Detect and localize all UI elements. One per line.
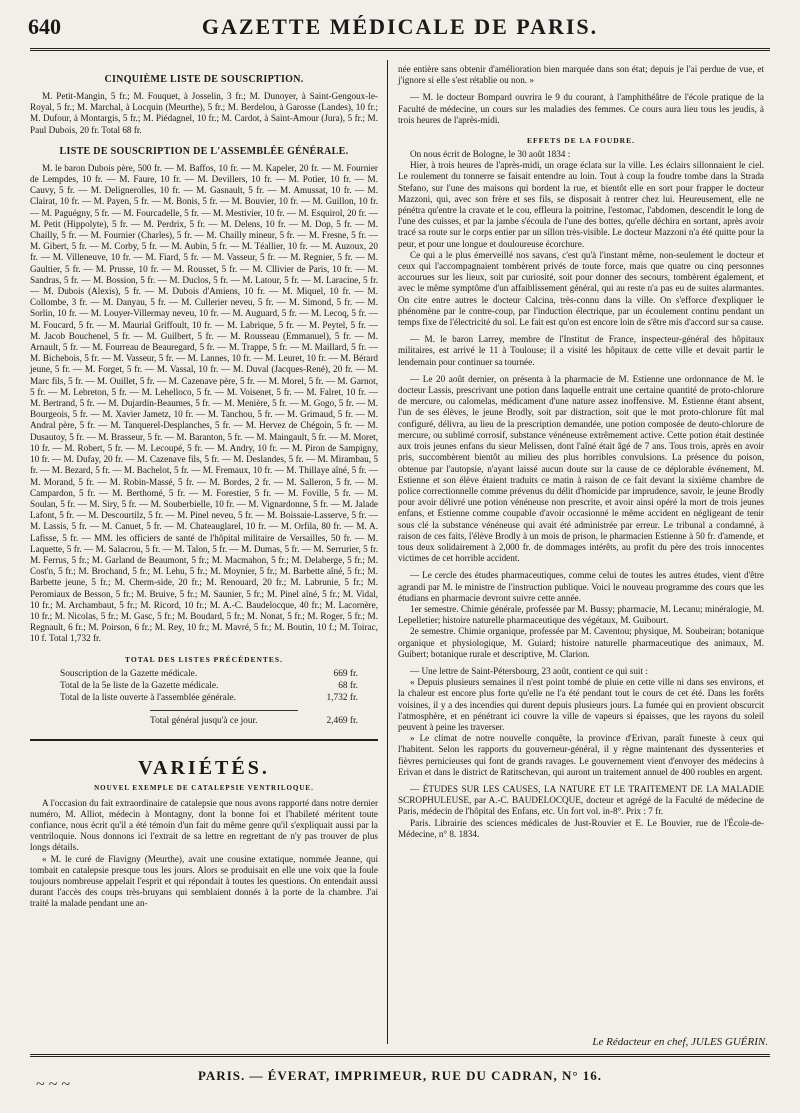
foudre-text-2: Ce qui a le plus émerveillé nos savans, c'est qu'à l'instant même, non-seulement le docteur et ceux qui l'accompagnaient tombèrent privés de toute force, mais que quatre ou cinq personnes accourues sur les lieux, soit par curiosité, soit pour donner des secours, tombèrent également, et avec le même symptôme d'un affaiblissement général, qui au reste n'a pas eu de suites alarmantes. On cite entre autres le docteur Calcina, très-connu dans la ville. On s'efforce d'expliquer le phénomène par le contre-coup, par l'induction électrique, par un écoulement continu pendant un temps fixe de l'électricité du sol. Le fait est qu'on est encore loin de s'être mis d'accord sur sa cause. (398, 249, 764, 328)
publisher-notice: Paris. Librairie des sciences médicales de Just-Rouvier et E. Le Bouvier, rue de l'École-de-Médecine, n° 8. 1834. (398, 817, 764, 839)
printer-imprint: PARIS. — ÉVERAT, IMPRIMEUR, RUE DU CADRAN, N° 16. (197, 1068, 603, 1083)
ink-scribble-mark: ~ ~ ~ (36, 1076, 70, 1093)
petersburg-intro: — Une lettre de Saint-Pétersbourg, 23 août, contient ce qui suit : (410, 665, 648, 676)
book-notice: — ÉTUDES SUR LES CAUSES, LA NATURE ET LE TRAITEMENT DE LA MALADIE SCROPHULEUSE, par A.-C. BAUDELOCQUE, docteur et agrégé de la Faculté de médecine de Paris, médecin de l'hôpital des Enfans, etc. Un fort vol. in-8°. Prix : 7 fr. (398, 783, 764, 817)
heading-assembly-list: LISTE DE SOUSCRIPTION DE L'ASSEMBLÉE GÉNÉRALE. (59, 145, 349, 157)
editor-signature: Le Rédacteur en chef, JULES GUÉRIN. (592, 1036, 768, 1048)
catalepsy-letter: « M. le curé de Flavigny (Meurthe), avait une cousine extatique, nommée Jeanne, qui tombait en catalepsie presque tous les jours. Alors se produisait en elle une voix que la foule toujours nombreuse appelait l'esprit et qui répondait à toutes les questions. On entendait aussi durant l'accès des coups très-bruyans qui semblaient donnés à la porte de la chambre. J'ai traité la malade pendant une an- (30, 853, 378, 909)
subheading-catalepsy: NOUVEL EXEMPLE DE CATALEPSIE VENTRILOQUE. (94, 783, 314, 792)
catalepsy-intro: A l'occasion du fait extraordinaire de catalepsie que nous avons rapporté dans notre dernier numéro, M. Alliot, médecin à Montagny, dont la bonne foi et l'habileté méritent toute confiance, nous écrit qu'il a été témoin d'un fait du même genre qu'il s'expliquait aussi par la ventriloquie. Nous donnons ici l'extrait de sa lettre en regrettant de n'y pas trouver de plus longs détails. (30, 797, 378, 853)
section-rule (30, 739, 378, 741)
heading-foudre: EFFETS DE LA FOUDRE. (527, 136, 635, 146)
heading-varietes: VARIÉTÉS. (138, 756, 270, 779)
total-rule (150, 710, 298, 711)
foudre-dateline: On nous écrit de Bologne, le 30 août 1834 : (410, 149, 571, 160)
foudre-text-1: Hier, à trois heures de l'après-midi, un orage éclata sur la ville. Les éclairs sillonnaient le ciel. Le roulement du tonnerre se faisait entendre au loin. Tout à coup la foudre tombe dans la Strada Stefano, sur l'une des maisons qui bordent la rue, et bientôt elle en sort pour frapper le docteur Mazzoni, qui, avec son frère et ses fils, se disposait à rentrer chez lui. Heureusement, elle ne pénétra qu'entre la cravate et le cou, effleura la poitrine, l'estomac, l'abdomen, descendit le long de l'une des cuisses, et par la jambe s'écoula de l'une des bottes, qu'elle déchira en sortant, après avoir tracé sa route sur le corps entier par un sillon très-visible. Le docteur Mazzoni n'a été quitte pour la peur, et pour une longue et douloureuse écorchure. (398, 160, 764, 249)
journal-title: GAZETTE MÉDICALE DE PARIS. (201, 14, 599, 39)
letter-continuation: née entière sans obtenir d'amélioration bien marquée dans son état; depuis je l'ai perdue de vue, et j'ignore si elle s'est rétablie ou non. » (398, 64, 764, 86)
fifth-list-text: M. Petit-Mangin, 5 fr.; M. Fouquet, à Josselin, 3 fr.; M. Dunoyer, à Saint-Gengoux-le-Royal, 5 fr.; M. Marchal, à Locquin (Meurthe), 5 fr.; M. Berdelou, à Garosse (Landes), 10 fr.; M. Dufour, à Montargis, 5 fr.; M. Piédagnel, 10 fr.; M. Cardot, à Saint-Amour (Jura), 5 fr.; M. Paul Dubois, 20 fr. Total 68 fr. (30, 91, 378, 135)
larrey-notice: — M. le baron Larrey, membre de l'Institut de France, inspecteur-général des hôpitaux militaires, est arrivé le 11 à Toulouse; il a visité les hôpitaux de cette ville et devait partir le lendemain pour continuer sa tournée. (398, 334, 764, 367)
total-row: Total de la liste ouverte à l'assemblée générale. 1,732 fr. (60, 692, 358, 703)
total-row: Souscription de la Gazette médicale. 669 fr. (60, 668, 358, 679)
grand-total-row: Total général jusqu'à ce jour. 2,469 fr. (150, 715, 358, 726)
footer-rule (30, 1054, 770, 1061)
semester-1: 1er semestre. Chimie générale, professée par M. Bussy; pharmacie, M. Lecanu; minéralogie, M. Lepelletier; histoire naturelle pharmaceutique des végétaux, M. Guibourt. (398, 603, 764, 626)
total-row: Total de la 5e liste de la Gazette médicale. 68 fr. (60, 680, 358, 691)
semester-2: 2e semestre. Chimie organique, professée par M. Caventou; physique, M. Soubeiran; botanique organique et physiologique, M. Guiard; histoire naturelle pharmaceutique des animaux, M. Guibert; botanique rurale et descriptive, M. Clarion. (398, 626, 764, 659)
page-number: 640 (28, 14, 61, 39)
bompard-notice: — M. le docteur Bompard ouvrira le 9 du courant, à l'amphithéâtre de l'école pratique de la Faculté de médecine, un cours sur les maladies des femmes. Ce cours aura lieu tous les jeudis, à trois heures de l'après-midi. (398, 92, 764, 125)
petersburg-letter-1: « Depuis plusieurs semaines il n'est point tombé de pluie en cette ville ni dans ses environs, et la chaleur est encore plus forte qu'elle ne l'a été pendant tout le cours de cet été. Dans les forêts voisines, il y a des incendies qui durent depuis plusieurs jours. La fumée qui en provient obscurcit l'atmosphère, et en pénétrant ici couvre la ville de vapeurs si épaisses, que les rayons du soleil peuvent à peine les traverser. (398, 677, 764, 732)
right-column (398, 64, 764, 840)
heading-totals: TOTAL DES LISTES PRÉCÉDENTES. (125, 654, 283, 664)
petersburg-letter-2: » Le climat de notre nouvelle conquête, la province d'Erivan, paraît funeste à ceux qui l'habitent. Selon les rapports du gouverneur-général, il y règne maintenant des dyssenteries et fièvres pernicieuses qui font de grands ravages. Le gouvernement vient d'envoyer des médecins à Erivan et dans le district de Ratitschevan, qui auront un traitement annuel de 400 roubles en argent. (398, 733, 764, 777)
assembly-list-text: M. le baron Dubois père, 500 fr. — M. Baffos, 10 fr. — M. Kapeler, 20 fr. — M. Fournier de Lempdes, 10 fr. — M. Faure, 10 fr. — M. Devillers, 10 fr. — M. Potier, 10 fr. — M. Cauvy, 5 fr. — M. Delignerolles, 10 fr. — M. Gasnault, 5 fr. — M. Amussat, 10 fr. — M. Clairat, 10 fr. — M. Payen, 5 fr. — M. Bonis, 5 fr. — M. Bouvier, 10 fr. — M. Guillon, 10 fr. — M. Paguégny, 5 fr. — M. Fourcadelle, 5 fr. — M. Mestivier, 10 fr. — M. Esquirol, 20 fr. — M. Petit (Hippolyte), 5 fr. — M. Perdrix, 5 fr. — M. Delens, 10 fr. — M. Dop, 5 fr. — M. Chailly, 5 fr. — M. Fournier (Charles), 5 fr. — M. Chailly mineur, 5 fr. — M. Fresne, 5 fr. — M. Gibert, 5 fr. — M. Corby, 5 fr. — M. Aubin, 5 fr. — M. Téallier, 10 fr. — M. Auzoux, 20 fr. — M. Villeneuve, 10 fr. — M. Fiard, 5 fr. — M. Vasseur, 5 fr. — M. Regnier, 5 fr. — M. Gaultier, 5 fr. — M. Prusse, 10 fr. — M. Rousset, 5 fr. — M. Cllivier de Paris, 10 fr. — M. Sandras, 5 fr. — M. Bossion, 5 fr. — M. Duclos, 5 fr. — M. Latour, 5 fr. — M. Laracine, 5 fr. — M. Dubois (Alexis), 5 fr. — M. Dubois d'Amiens, 10 fr. — M. Miquel, 10 fr. — M. Collombe, 3 fr. — M. Danyau, 5 fr. — M. Cullerier neveu, 5 fr. — M. Simond, 5 fr. — M. Sorlin, 10 fr. — M. Louyer-Villermay neveu, 10 fr. — M. Auguard, 5 fr. — M. Lecoq, 5 fr. — M. Foucard, 5 fr. — M. Maurial Griffoult, 10 fr. — M. Labrique, 5 fr. — M. Peytel, 5 fr. — M. Jacob Bouchenel, 5 fr. — M. Guilbert, 5 fr. — M. Rousseau (Emmanuel), 5 fr. — M. Arnault, 5 fr. — M. Fourreau de Beauregard, 5 fr. — M. Trappe, 5 fr. — M. Maillard, 5 fr. — M. Bichebois, 5 fr. — M. Vasseur, 5 fr. — M. Lannes, 10 fr. — M. Leuret, 10 fr. — M. Bérard jeune, 5 fr. — M. Forget, 5 fr. — M. Vassal, 10 fr. — M. Duval (Jacques-René), 20 fr. — M. Marc fils, 5 fr. — M. Ouillet, 5 fr. — M. Cazenave père, 5 fr. — M. Morel, 5 fr. — M. Garnot, 5 fr. — M. Lebreton, 5 fr. — M. Lehelloco, 5 fr. — M. Voisenet, 5 fr. — M. Falret, 10 fr. — M. Bertrand, 5 fr. — M. Dujardin-Beaumes, 5 fr. — M. Menière, 5 fr. — M. Gogo, 5 fr. — M. Bourgeois, 5 fr. — M. Xavier Jametz, 10 fr. — M. Tanchou, 5 fr. — M. Grimaud, 5 fr. — M. Andral père, 5 fr. — M. Tanquerel-Desplanches, 5 fr. — M. Hervez de Chégoin, 5 fr. — M. Dusautoy, 5 fr. — M. Brasseur, 5 fr. — M. Baranton, 5 fr. — M. Maingault, 5 fr. — M. Moret, 10 fr. — M. Robert, 5 fr. — M. Lecoupé, 5 fr. — M. Andry, 10 fr. — M. Piron de Sampigny, 10 fr. — M. Dufay, 20 fr. — M. Cazenave fils, 5 fr. — M. Deslandes, 5 fr. — M. Mirambau, 5 fr. — M. Bezard, 5 fr. — M. Bachelot, 5 fr. — M. Fremaux, 10 fr. — M. Thillaye aîné, 5 fr. — M. Morand, 5 fr. — M. Robin-Massé, 5 fr. — M. Bordes, 2 fr. — M. Salleron, 5 fr. — M. Campardon, 5 fr. — M. Berthomé, 5 fr. — M. Forestier, 5 fr. — M. Foville, 5 fr. — M. Soulan, 5 fr. — M. Siry, 5 fr. — M. Souberbielle, 10 fr. — M. Vignardonne, 5 fr. — M. Jalade Lafont, 5 fr. — M. Descourtilz, 5 fr. — M. Pinel neveu, 5 fr. — M. Boissaie-Lasserve, 5 fr. — M. Lassis, 5 fr. — M. Canuet, 5 fr. — M. Chateauglarel, 10 fr. — M. Orfila, 80 fr. — M. A. Lafisse, 5 fr. — MM. les officiers de santé de l'hôpital militaire de Versailles, 50 fr. — M. Laquette, 5 fr. — M. Salacrou, 5 fr. — M. Talon, 5 fr. — M. Dumas, 5 fr. — M. Serrurier, 5 fr. M. Ferrus, 5 fr.; M. Garland de Beaumont, 5 fr.; M. Macmahon, 5 fr.; M. Delaberge, 5 fr.; M. Cost'n, 5 fr.; M. Brochand, 5 fr.; M. Lehu, 5 fr.; M. Moynier, 5 fr.; M. Barbette aîné, 5 fr.; M. Barbette jeune, 5 fr.; M. Cherm-side, 20 fr.; M. Renouard, 20 fr.; M. Labrunie, 5 fr.; M. Peromiaux de Besson, 5 fr.; M. Bruive, 5 fr.; M. Saunier, 5 fr.; M. Pinel aîné, 5 fr.; M. Vidal, 10 fr.; M. Archambaut, 5 fr.; M. Ricord, 10 fr.; M. A.-C. Baudelocque, 40 fr.; M. Lacornère, 10 fr.; M. Nicolas, 5 fr.; M. Gasc, 5 fr.; M. Boudard, 5 fr.; M. Nonat, 5 fr.; M. Roger, 5 fr.; M. Regnault, 6 fr.; M. Poirson, 6 fr.; M. Rey, 10 fr.; M. Mavré, 5 fr.; M. Boutin, 10 f.; M. Toirac, 10 f. Total 1,732 fr. (30, 162, 378, 644)
page-header (28, 14, 772, 44)
pharmacy-studies: — Le cercle des études pharmaceutiques, comme celui de toutes les autres études, vient d'être agrandi par M. le ministre de l'instruction publique. Voici le nouveau programme des cours que les étudians en pharmacie devront suivre cette année. (398, 570, 764, 603)
header-rule (30, 48, 770, 55)
left-column (30, 64, 378, 910)
pharmacy-case: — Le 20 août dernier, on présenta à la pharmacie de M. Estienne une ordonnance de M. le docteur Lassis, prescrivant une potion dans laquelle entrait une certaine quantité de proto-chlorure de mercure, ou calomelas, médicament d'une nature assez inoffensive. M. Estienne étant absent, l'un de ses élèves, le jeune Brodly, soit par distraction, soit que le mot proto-chlorure fût mal configuré, délivra, au lieu de la prescription demandée, une potion composée de deuto-chlorure de mercure, ou sublimé corrosif, substance vénéneuse extrêmement active. Cette potion était destinée aux trois jeunes enfans du sieur Melissen, dont l'aîné était âgé de 7 ans. Tous trois, après en avoir pris, succombèrent bientôt au milieu des plus horribles convulsions. La présence du poison, obtenue par l'autopsie, n'ayant laissé aucun doute sur la cause de ce déplorable événement, M. Estienne et son élève étaient traduits ce matin à raison de ce fait devant la sixième chambre de police correctionnelle comme prévenus du délit d'homicide par imprudence, savoir, le jeune Brodly pour avoir délivré une potion vénéneuse non prescrite, et avoir ainsi opéré la mort de trois jeunes enfans, et Estienne comme coupable d'avoir occasionné le même accident en négligeant de tenir sous clé la substance vénéneuse qui avait été administrée par erreur. Le tribunal a condamné, à raison de ces faits, l'élève Brodly à un mois de prison, le pharmacien Estienne à 50 fr. d'amende, et tous deux solidairement à 2,000 fr. de dommages intérêts, au profit du père des trois innocentes victimes de cet horrible accident. (398, 373, 764, 564)
column-divider (387, 60, 388, 1044)
heading-fifth-list: CINQUIÈME LISTE DE SOUSCRIPTION. (104, 74, 304, 85)
